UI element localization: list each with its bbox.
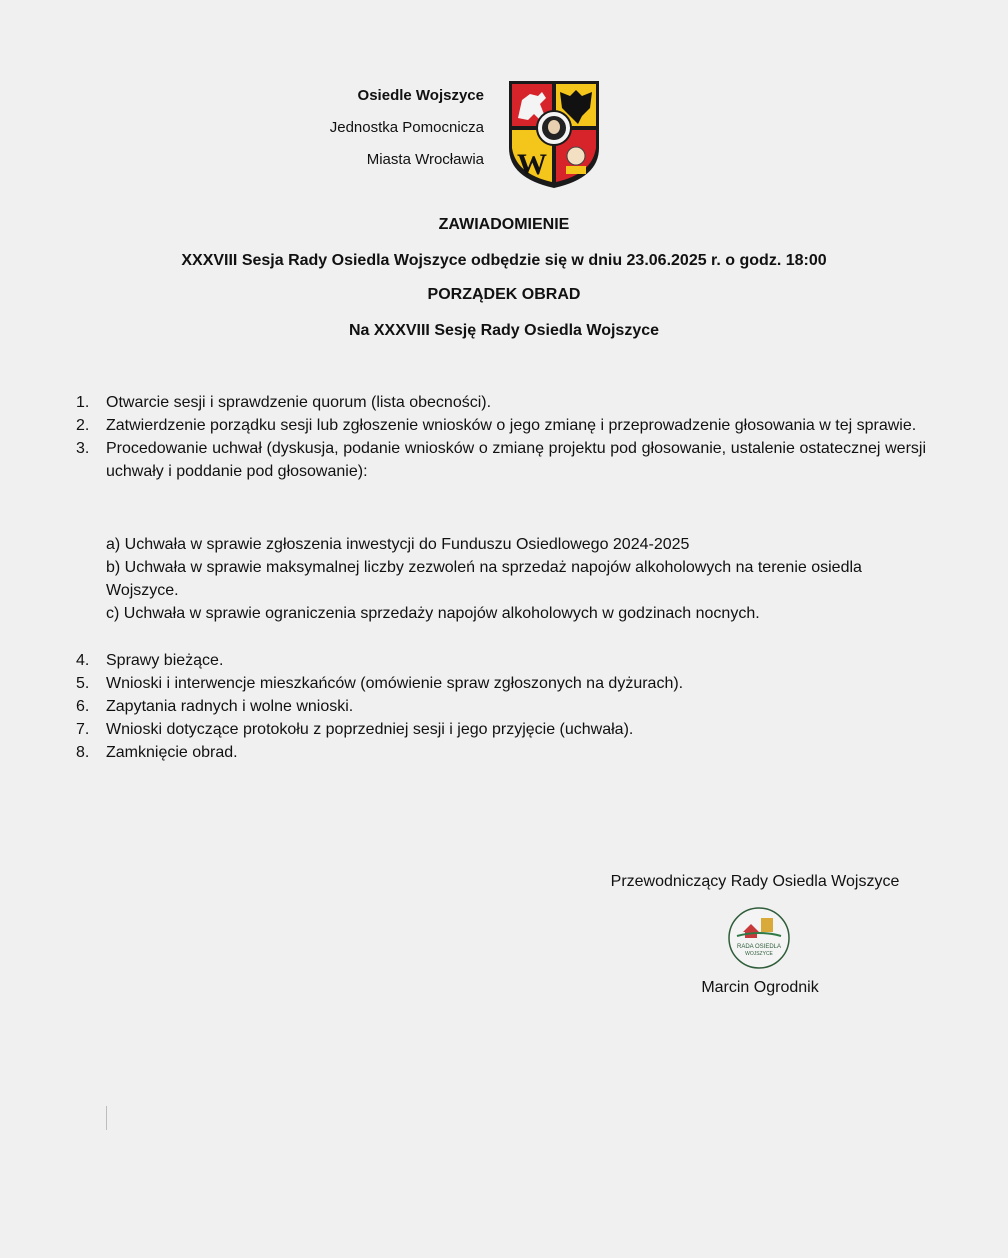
- agenda-item-number: 3.: [76, 440, 90, 457]
- agenda-item-number: 2.: [76, 417, 90, 434]
- resolution-item-b: b) Uchwała w sprawie maksymalnej liczby zezwoleń na sprzedaż napojów alkoholowych na terenie osiedla Wojszyce.: [106, 559, 862, 599]
- agenda-item-text: Sprawy bieżące.: [106, 652, 224, 669]
- agenda-item-number: 1.: [76, 394, 90, 411]
- org-city: Miasta Wrocławia: [366, 151, 484, 168]
- agenda-item-number: 4.: [76, 652, 90, 669]
- agenda-item-text: Zamknięcie obrad.: [106, 744, 238, 761]
- resolution-item-c: c) Uchwała w sprawie ograniczenia sprzedaży napojów alkoholowych w godzinach nocnych.: [106, 605, 760, 622]
- stamp-line-2: WOJSZYCE: [745, 951, 773, 957]
- session-info: XXXVIII Sesja Rady Osiedla Wojszyce odbędzie się w dniu 23.06.2025 r. o godz. 18:00: [181, 252, 827, 269]
- agenda-item-1: [76, 391, 926, 414]
- org-subtitle: Jednostka Pomocnicza: [329, 119, 484, 136]
- agenda-item-5: [76, 672, 926, 695]
- text-cursor: [106, 1106, 107, 1130]
- agenda-item-number: 8.: [76, 744, 90, 761]
- agenda-subheading: Na XXXVIII Sesję Rady Osiedla Wojszyce: [348, 322, 660, 339]
- agenda-item-text: Wnioski i interwencje mieszkańców (omówienie spraw zgłoszonych na dyżurach).: [106, 675, 684, 692]
- agenda-item-text: Otwarcie sesji i sprawdzenie quorum (lista obecności).: [106, 394, 492, 411]
- agenda-item-number: 6.: [76, 698, 90, 715]
- resolution-item-a: a) Uchwała w sprawie zgłoszenia inwestycji do Funduszu Osiedlowego 2024-2025: [106, 536, 690, 553]
- signature-name: Marcin Ogrodnik: [701, 979, 819, 996]
- agenda-item-text: Wnioski dotyczące protokołu z poprzedniej sesji i jego przyjęcie (uchwała).: [106, 721, 634, 738]
- resolution-list: [76, 533, 926, 625]
- crest-letter: W: [517, 148, 547, 181]
- agenda-item-3: [76, 437, 926, 483]
- agenda-item-4: [76, 649, 926, 672]
- rada-osiedla-logo-icon: [727, 906, 791, 970]
- agenda-item-number: 5.: [76, 675, 90, 692]
- agenda-item-text: Zatwierdzenie porządku sesji lub zgłoszenie wniosków o jego zmianę i przeprowadzenie głosowania w tej sprawie.: [106, 417, 917, 434]
- agenda-item-text: Zapytania radnych i wolne wnioski.: [106, 698, 354, 715]
- agenda-item-text: Procedowanie uchwał (dyskusja, podanie wniosków o zmianę projektu pod głosowanie, ustalenie ostatecznej wersji uchwały i poddanie pod głosowanie):: [106, 440, 926, 480]
- stamp-line-1: RADA OSIEDLA: [736, 944, 782, 950]
- org-header: [300, 80, 484, 176]
- notice-title: ZAWIADOMIENIE: [438, 216, 570, 233]
- agenda-heading: PORZĄDEK OBRAD: [427, 286, 581, 303]
- agenda-list-top: [76, 391, 926, 483]
- agenda-item-number: 7.: [76, 721, 90, 738]
- agenda-item-7: [76, 718, 926, 741]
- agenda-item-2: [76, 414, 926, 437]
- signature-title: Przewodniczący Rady Osiedla Wojszyce: [610, 873, 900, 890]
- agenda-item-8: [76, 741, 926, 764]
- wroclaw-coat-of-arms-icon: [506, 78, 602, 190]
- org-name: Osiedle Wojszyce: [357, 87, 484, 104]
- agenda-item-6: [76, 695, 926, 718]
- agenda-list-bottom: [76, 649, 926, 764]
